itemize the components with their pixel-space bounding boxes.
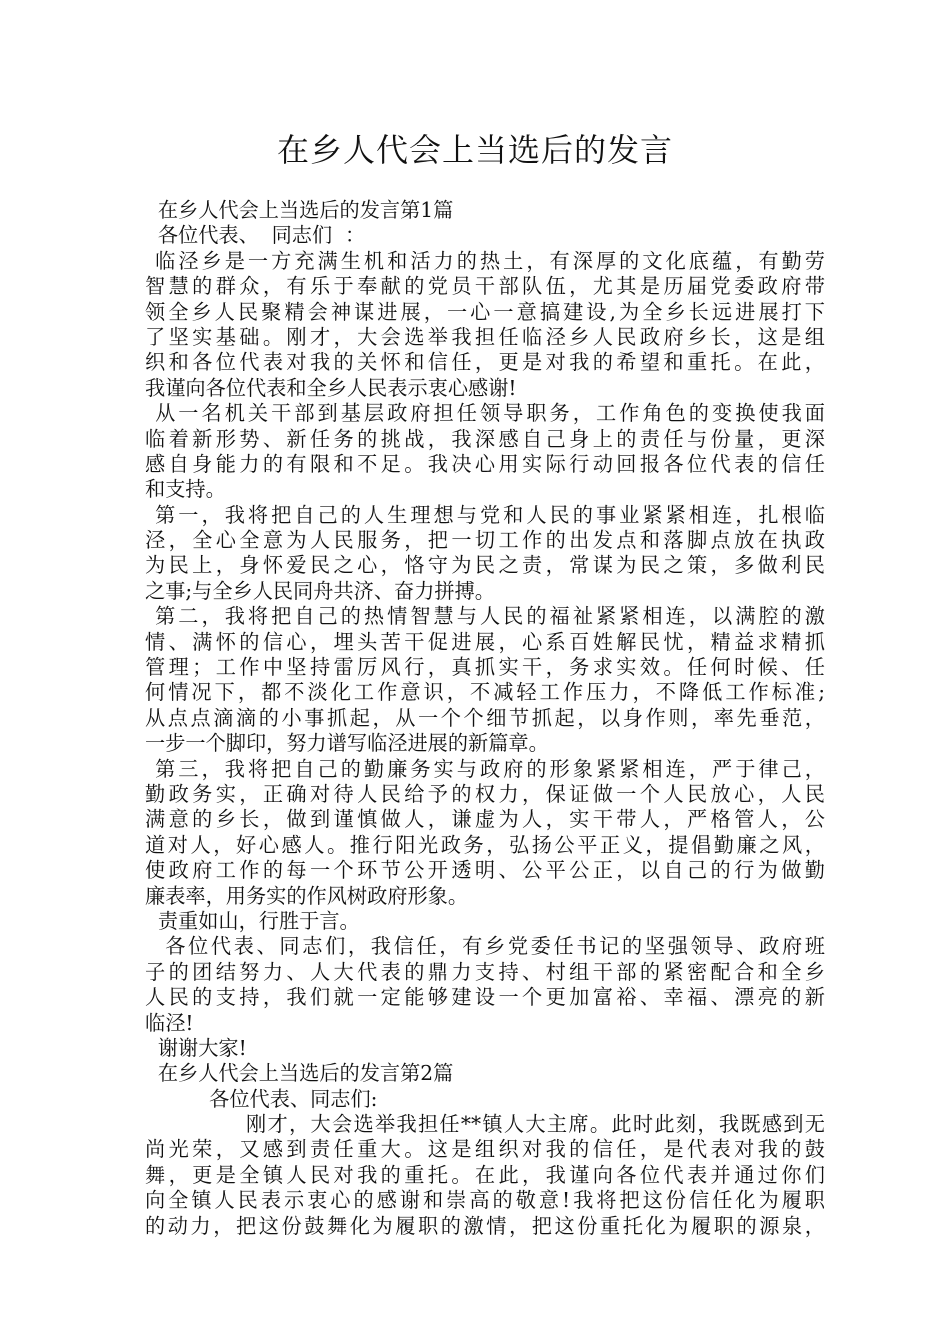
body-line: 领全乡人民聚精会神谋进展，一心一意搞建设,为全乡长远进展打下: [145, 299, 825, 324]
body-line: 道对人，好心感人。推行阳光政务，弘扬公平正义，提倡勤廉之风，: [145, 832, 825, 857]
body-line: 各位代表、同志们，我信任，有乡党委任书记的坚强领导、政府班: [165, 934, 825, 959]
body-line: 责重如山，行胜于言。: [145, 908, 360, 933]
body-line: 和支持。: [145, 477, 226, 502]
body-line: 第三，我将把自己的勤廉务实与政府的形象紧紧相连，严于律己，: [155, 756, 825, 781]
body-line: 为民上，身怀爱民之心，恪守为民之责，常谋为民之策，多做利民: [145, 553, 825, 578]
body-line: 第一，我将把自己的人生理想与党和人民的事业紧紧相连，扎根临: [155, 502, 825, 527]
body-line: 一步一个脚印，努力谱写临泾进展的新篇章。: [145, 731, 549, 756]
document-title: 在乡人代会上当选后的发言: [276, 131, 673, 169]
body-line: 刚才，大会选举我担任**镇人大主席。此时此刻，我既感到无: [246, 1112, 825, 1137]
body-line: 第二，我将把自己的热情智慧与人民的福祉紧紧相连，以满腔的激: [155, 604, 825, 629]
body-line: 临着新形势、新任务的挑战，我深感自己身上的责任与份量，更深: [145, 426, 825, 451]
body-line: 何情况下，都不淡化工作意识，不减轻工作压力，不降低工作标准;: [145, 680, 825, 705]
body-line: 勤政务实，正确对待人民给予的权力，保证做一个人民放心，人民: [145, 781, 825, 806]
body-line: 各位代表、同志们:: [145, 1086, 378, 1111]
body-line: 的动力，把这份鼓舞化为履职的激情，把这份重托化为履职的源泉，: [145, 1213, 825, 1238]
body-line: 在乡人代会上当选后的发言第2篇: [145, 1061, 454, 1086]
body-line: 廉表率，用务实的作风树政府形象。: [145, 883, 469, 908]
body-line: 子的团结努力、人大代表的鼎力支持、村组干部的紧密配合和全乡: [145, 959, 825, 984]
body-line: 满意的乡长，做到谨慎做人，谦虚为人，实干带人，严格管人，公: [145, 807, 825, 832]
body-line: 在乡人代会上当选后的发言第1篇: [145, 198, 454, 222]
body-line: 尚光荣，又感到责任重大。这是组织对我的信任，是代表对我的鼓: [145, 1137, 825, 1162]
body-line: 之事;与全乡人民同舟共济、奋力拼搏。: [145, 578, 495, 603]
body-line: 舞，更是全镇人民对我的重托。在此，我谨向各位代表并通过你们: [145, 1162, 825, 1187]
body-line: 从点点滴滴的小事抓起，从一个个细节抓起，以身作则，率先垂范，: [145, 705, 825, 730]
body-line: 谢谢大家!: [145, 1035, 247, 1060]
body-line: 感自身能力的有限和不足。我决心用实际行动回报各位代表的信任: [145, 451, 825, 476]
document-body: [145, 198, 825, 1239]
body-line: 从一名机关干部到基层政府担任领导职务，工作角色的变换使我面: [155, 401, 825, 426]
body-line: 临泾乡是一方充满生机和活力的热土，有深厚的文化底蕴，有勤劳: [155, 248, 825, 273]
body-line: 各位代表、 同志们 ：: [145, 223, 366, 248]
body-line: 智慧的群众，有乐于奉献的党员干部队伍，尤其是历届党委政府带: [145, 274, 825, 299]
body-line: 管理；工作中坚持雷厉风行，真抓实干，务求实效。任何时候、任: [145, 655, 825, 680]
body-line: 了坚实基础。刚才，大会选举我担任临泾乡人民政府乡长，这是组: [145, 324, 825, 349]
body-line: 我谨向各位代表和全乡人民表示衷心感谢!: [145, 375, 517, 400]
body-line: 向全镇人民表示衷心的感谢和崇高的敬意!我将把这份信任化为履职: [145, 1188, 825, 1213]
body-line: 织和各位代表对我的关怀和信任，更是对我的希望和重托。在此，: [145, 350, 825, 375]
body-line: 临泾!: [145, 1010, 194, 1035]
body-line: 人民的支持，我们就一定能够建设一个更加富裕、幸福、漂亮的新: [145, 985, 825, 1010]
body-line: 使政府工作的每一个环节公开透明、公平公正，以自己的行为做勤: [145, 858, 825, 883]
body-line: 泾，全心全意为人民服务，把一切工作的出发点和落脚点放在执政: [145, 528, 825, 553]
body-line: 情、满怀的信心，埋头苦干促进展，心系百姓解民忧，精益求精抓: [145, 629, 825, 654]
